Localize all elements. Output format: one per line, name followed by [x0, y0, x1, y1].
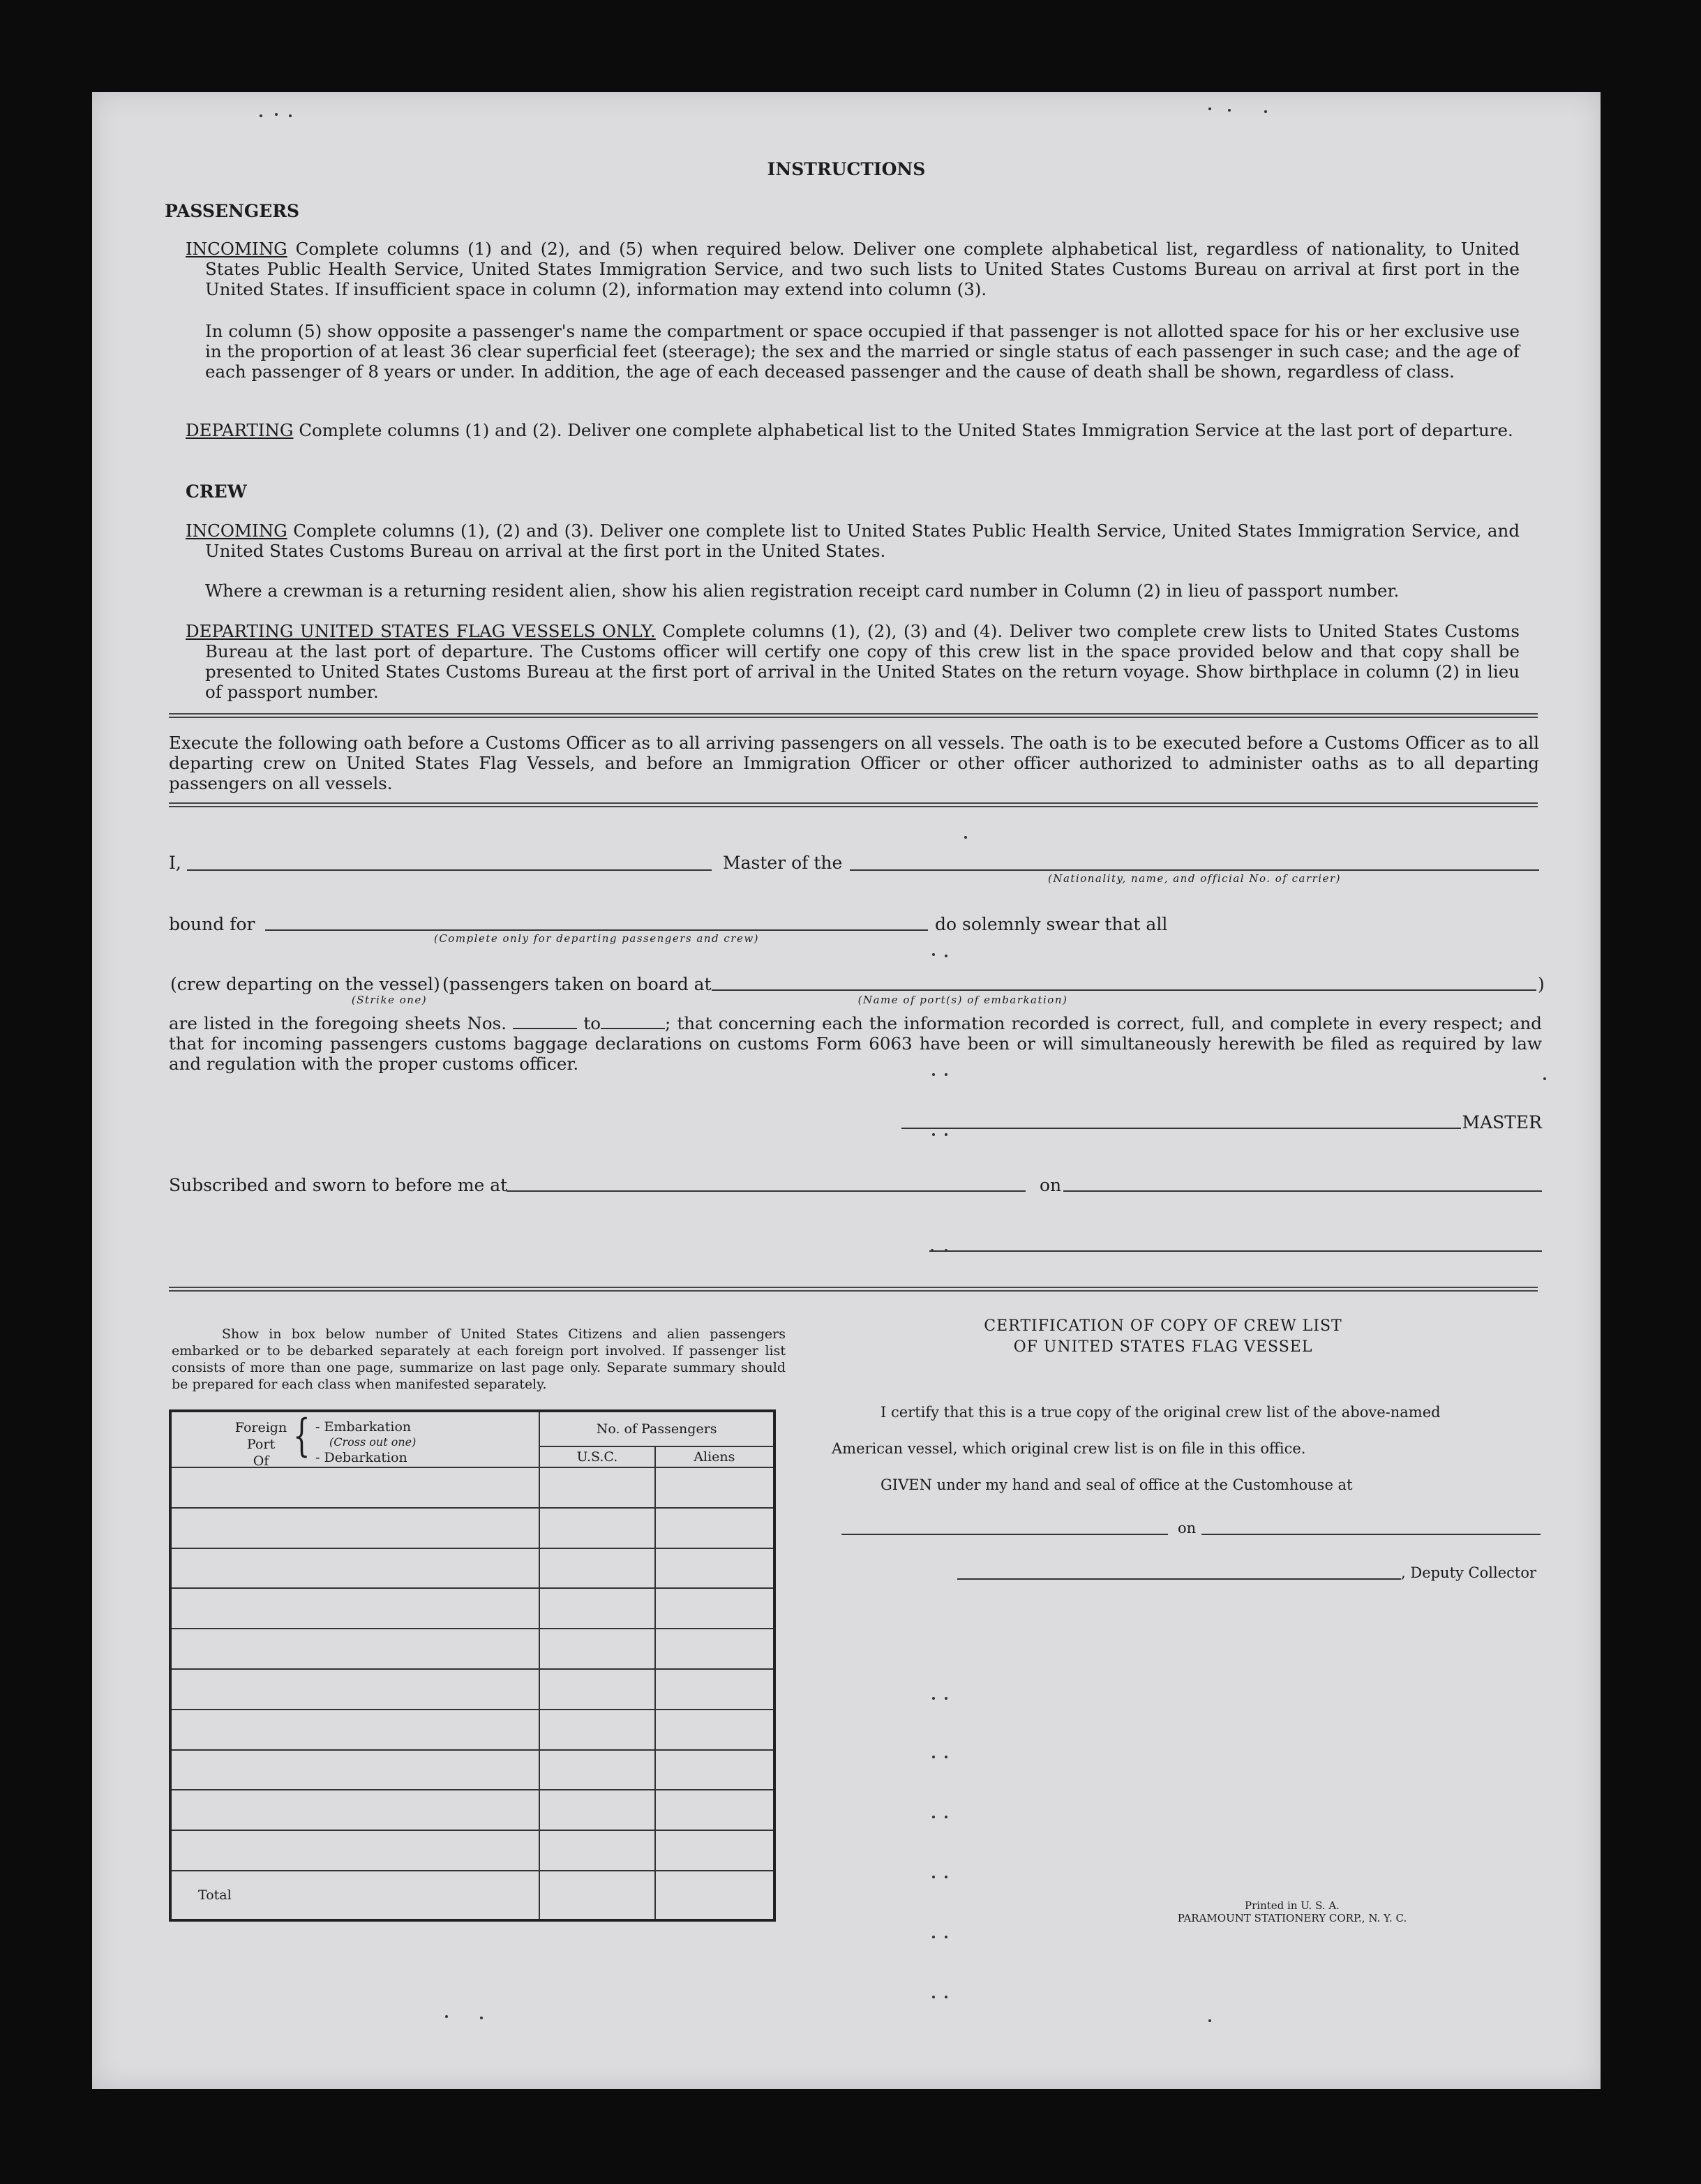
port-cell[interactable] [170, 1467, 539, 1508]
ports-caption: (Name of port(s) of embarkation) [857, 994, 1068, 1006]
port-cell[interactable] [170, 1588, 539, 1629]
swear-label: do solemnly swear that all [935, 914, 1168, 934]
usc-cell[interactable] [539, 1467, 654, 1508]
officer-signature-field[interactable] [929, 1250, 1542, 1252]
deputy-collector-label: , Deputy Collector [1401, 1564, 1537, 1581]
total-usc-cell[interactable] [539, 1871, 654, 1920]
crew-heading: CREW [186, 481, 247, 502]
port-cell[interactable] [170, 1548, 539, 1589]
usc-cell[interactable] [539, 1750, 654, 1790]
listed-paragraph [169, 1013, 1542, 1074]
embarkation-ports-field[interactable] [712, 989, 1536, 991]
sworn-on-label: on [1040, 1175, 1062, 1195]
cert-date-field[interactable] [1201, 1534, 1541, 1535]
master-name-field[interactable] [187, 869, 712, 871]
usc-cell[interactable] [539, 1790, 654, 1830]
divider-1 [169, 713, 1538, 718]
listed-to-label: to [583, 1013, 601, 1033]
passengers-taken-option: (passengers taken on board at [442, 974, 712, 994]
crew-departing-paragraph [186, 621, 1520, 702]
passenger-summary-table [169, 1409, 776, 1922]
total-aliens-cell[interactable] [655, 1871, 774, 1920]
crew-departing-label: DEPARTING UNITED STATES FLAG VESSELS ONLY. [186, 621, 656, 641]
carrier-field[interactable] [850, 869, 1539, 871]
crew-incoming-text: Complete columns (1), (2) and (3). Deliver one complete list to United States Public Health Service, United States Immigration Service, and United States Customs Bureau on arrival at the first port in the United States. [205, 521, 1520, 561]
foreign-word: Foreign [234, 1420, 287, 1435]
certification-heading-1: CERTIFICATION OF COPY OF CREW LIST [984, 1317, 1342, 1335]
usc-cell[interactable] [539, 1548, 654, 1589]
master-of-label: Master of the [723, 853, 843, 873]
port-cell[interactable] [170, 1710, 539, 1750]
customhouse-field[interactable] [841, 1534, 1168, 1535]
no-passengers-header: No. of Passengers [539, 1411, 774, 1446]
printer-imprint [1139, 1899, 1446, 1924]
form-page [92, 92, 1601, 2089]
departing-text: Complete columns (1) and (2). Deliver one complete alphabetical list to the United States Immigration Service at the last port of departure. [299, 420, 1513, 440]
given-line: GIVEN under my hand and seal of office at the Customhouse at [881, 1476, 1353, 1493]
sheet-from-field[interactable] [513, 1018, 577, 1029]
crew-departing-option: (crew departing on the vessel) [170, 974, 440, 994]
port-cell[interactable] [170, 1790, 539, 1830]
bound-for-field[interactable] [265, 929, 928, 931]
incoming-label: INCOMING [186, 239, 287, 259]
incoming-text: Complete columns (1) and (2), and (5) when required below. Deliver one complete alphabetical list, regardless of nationality, to United States Public Health Service, United States Immigration Service, and two such lists to United States Customs Bureau on arrival at first port in the United States. If insufficient space in column (2), information may extend into column (3). [205, 239, 1520, 299]
aliens-cell[interactable] [655, 1467, 774, 1508]
sworn-date-field[interactable] [1063, 1190, 1542, 1192]
of-word: Of [253, 1453, 269, 1469]
sworn-place-field[interactable] [507, 1190, 1026, 1192]
port-cell[interactable] [170, 1508, 539, 1548]
usc-cell[interactable] [539, 1508, 654, 1548]
crew-incoming-paragraph [186, 521, 1520, 561]
passengers-departing-paragraph [186, 420, 1520, 440]
foreign-port-header [170, 1411, 539, 1467]
carrier-caption: (Nationality, name, and official No. of carrier) [1047, 872, 1342, 885]
master-label: MASTER [1462, 1112, 1542, 1132]
column5-paragraph: In column (5) show opposite a passenger's name the compartment or space occupied if that passenger is not allotted space for his or her exclusive use in the proportion of at least 36 clear superficial feet (steerage); the sex and the married or single status of each passenger in such case; and the age of each passenger of 8 years or under. In addition, the age of each deceased passenger and the cause of death shall be shown, regardless of class. [205, 321, 1520, 382]
passengers-heading: PASSENGERS [165, 201, 300, 221]
crew-incoming-label: INCOMING [186, 521, 287, 541]
total-label: Total [170, 1871, 539, 1920]
port-cell[interactable] [170, 1669, 539, 1710]
aliens-cell[interactable] [655, 1790, 774, 1830]
summary-note: Show in box below number of United States Citizens and alien passengers embarked or to be debarked separately at each foreign port involved. If passenger list consists of more than one page, summarize on last page only. Separate summary should be prepared for each class when manifested separately. [172, 1326, 786, 1392]
certify-line-2: American vessel, which original crew list is on file in this office. [832, 1440, 1306, 1457]
oath-intro: Execute the following oath before a Customs Officer as to all arriving passengers on all vessels. The oath is to be executed before a Customs Officer as to all departing crew on United States Flag Vessels, and before an Immigration Officer or other officer authorized to administer oaths as to all departing passengers on all vessels. [169, 733, 1539, 793]
divider-2 [169, 802, 1538, 807]
bound-for-label: bound for [169, 914, 255, 934]
certify-line-1: I certify that this is a true copy of the original crew list of the above-named [881, 1404, 1441, 1421]
embarkation-option: - Embarkation [315, 1419, 412, 1435]
divider-3 [169, 1287, 1538, 1292]
strike-one-caption: (Strike one) [351, 994, 428, 1006]
listed-text-a: are listed in the foregoing sheets Nos. [169, 1013, 507, 1033]
aliens-cell[interactable] [655, 1548, 774, 1589]
crew-alien-paragraph: Where a crewman is a returning resident alien, show his alien registration receipt card number in Column (2) in lieu of passport number. [205, 581, 1400, 601]
aliens-cell[interactable] [655, 1710, 774, 1750]
printer-name: PARAMOUNT STATIONERY CORP., N. Y. C. [1177, 1912, 1407, 1924]
subscribed-label: Subscribed and sworn to before me at [169, 1175, 508, 1195]
port-word: Port [246, 1437, 276, 1452]
crew-departing-text: Complete columns (1), (2), (3) and (4). Deliver two complete crew lists to United States Customs Bureau at the last port of departure. The Customs officer will certify one copy of this crew list in the space provided below and that copy shall be presented to United States Customs Bureau at the first port of arrival in the United States on the return voyage. Show birthplace in column (2) in lieu of passport number. [205, 621, 1520, 702]
brace-icon: { [293, 1410, 310, 1462]
usc-cell[interactable] [539, 1710, 654, 1750]
port-cell[interactable] [170, 1830, 539, 1871]
listed-text-b: ; that concerning each the information recorded is correct, full, and complete in every respect; and that for incoming passengers customs baggage declarations on customs Form 6063 have been or will simultaneously herewith be filed as required by law and regulation with the proper customs officer. [169, 1013, 1542, 1074]
usc-cell[interactable] [539, 1588, 654, 1629]
oath-i-label: I, [169, 853, 181, 873]
printed-in-usa: Printed in U. S. A. [1245, 1899, 1340, 1912]
aliens-header: Aliens [655, 1446, 774, 1467]
bound-for-caption: (Complete only for departing passengers and crew) [433, 932, 760, 945]
usc-cell[interactable] [539, 1629, 654, 1669]
aliens-cell[interactable] [655, 1750, 774, 1790]
aliens-cell[interactable] [655, 1629, 774, 1669]
aliens-cell[interactable] [655, 1830, 774, 1871]
aliens-cell[interactable] [655, 1669, 774, 1710]
departing-label: DEPARTING [186, 420, 294, 440]
cross-out-caption: (Cross out one) [329, 1435, 417, 1449]
usc-header: U.S.C. [539, 1446, 654, 1467]
usc-cell[interactable] [539, 1830, 654, 1871]
passengers-incoming-paragraph [186, 239, 1520, 299]
debarkation-option: - Debarkation [315, 1450, 407, 1465]
port-cell[interactable] [170, 1629, 539, 1669]
cert-on-label: on [1178, 1520, 1197, 1536]
port-cell[interactable] [170, 1750, 539, 1790]
aliens-cell[interactable] [655, 1508, 774, 1548]
instructions-heading: INSTRUCTIONS [767, 159, 926, 179]
aliens-cell[interactable] [655, 1588, 774, 1629]
certification-heading-2: OF UNITED STATES FLAG VESSEL [1013, 1338, 1313, 1356]
usc-cell[interactable] [539, 1669, 654, 1710]
deputy-collector-field[interactable] [957, 1578, 1401, 1580]
close-paren: ) [1538, 974, 1545, 994]
sheet-to-field[interactable] [601, 1018, 665, 1029]
